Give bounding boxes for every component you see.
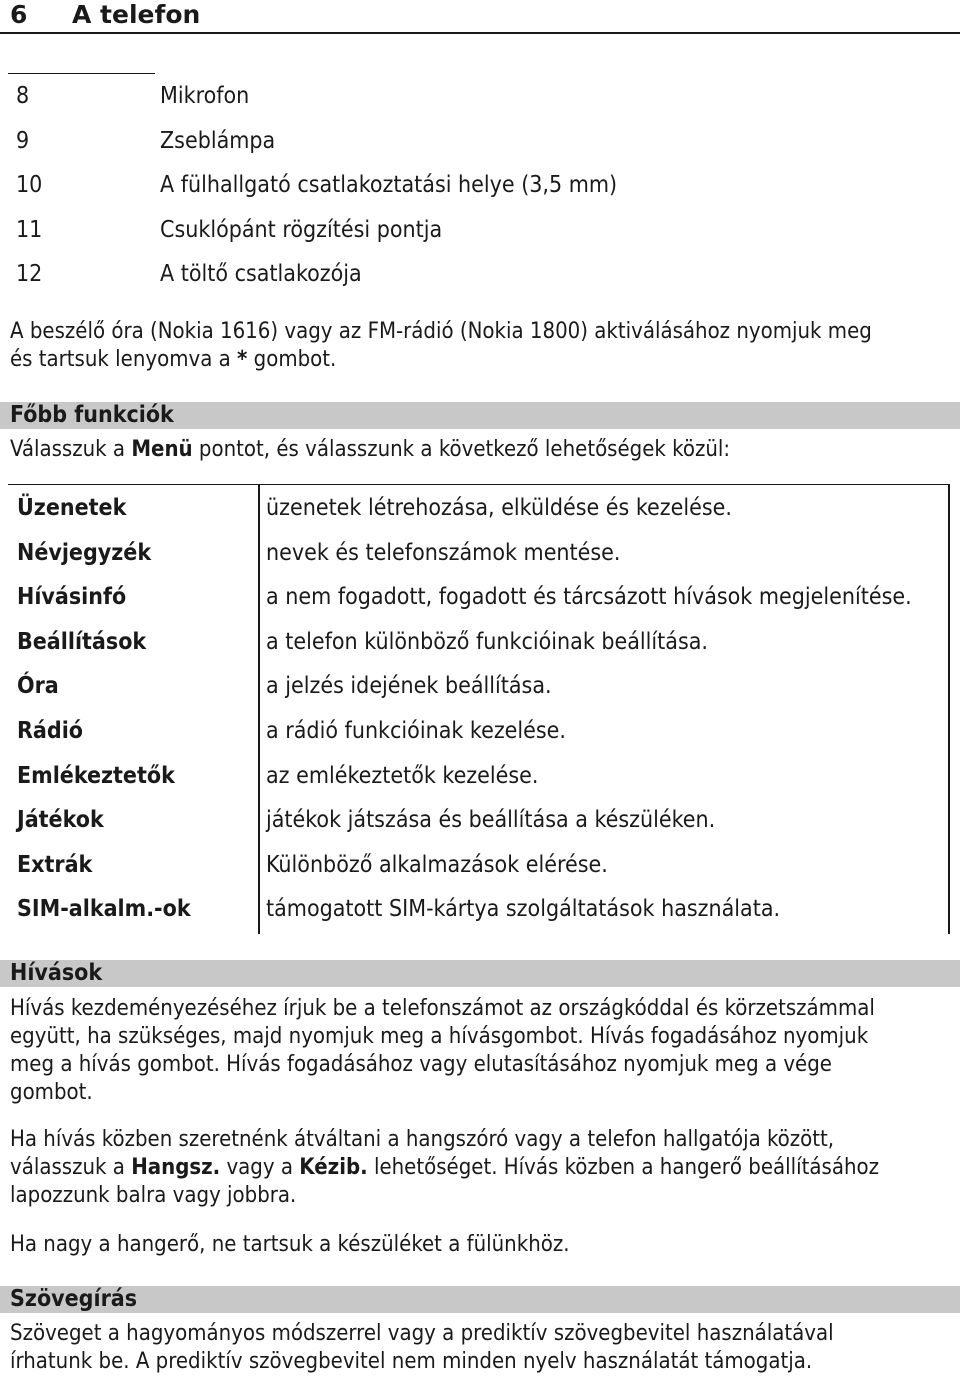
main-functions-lead (10, 436, 955, 464)
menu-description: a jelzés idejének beállítása. (266, 673, 552, 700)
intro-line-2 (10, 346, 955, 374)
menu-name: Névjegyzék (17, 539, 152, 566)
menu-description: játékok játszása és beállítása a készüléken. (266, 807, 716, 834)
calls-text: válasszuk a (10, 1155, 132, 1180)
handset-option: Kézib. (299, 1155, 368, 1180)
calls-text: vagy a (220, 1155, 300, 1180)
calls-paragraph-1 (10, 995, 955, 1107)
star-key: * (237, 347, 248, 372)
part-number: 10 (16, 172, 43, 198)
part-number: 12 (16, 261, 43, 287)
part-label: Csuklópánt rögzítési pontja (160, 216, 443, 243)
menu-row (8, 575, 950, 620)
section-heading-calls: Hívások (0, 960, 960, 987)
menu-description: a telefon különböző funkcióinak beállítása. (266, 628, 708, 655)
menu-row (8, 798, 950, 843)
part-number: 11 (16, 216, 43, 243)
intro-paragraph (10, 318, 955, 374)
calls-text: lehetőséget. Hívás közben a hangerő beállításához (367, 1155, 880, 1180)
speaker-option: Hangsz. (131, 1155, 221, 1180)
table-top-rule (8, 73, 155, 74)
menu-name: Játékok (17, 807, 104, 834)
menu-name: Üzenetek (17, 495, 127, 521)
text-entry-paragraph (10, 1320, 955, 1376)
menu-description: üzenetek létrehozása, elküldése és kezelése. (266, 495, 732, 521)
intro-text: gombot. (247, 347, 337, 372)
calls-line: együtt, ha szükséges, majd nyomjuk meg a hívásgombot. Hívás fogadásához nyomjuk (10, 1024, 869, 1049)
menu-description: támogatott SIM-kártya szolgáltatások használata. (266, 896, 781, 923)
menu-table-top-rule (8, 484, 950, 485)
section-heading-main-functions: Főbb funkciók (0, 402, 960, 429)
text-entry-line: írhatunk be. A prediktív szövegbevitel nem minden nyelv használatát támogatja. (10, 1349, 813, 1374)
menu-name: SIM-alkalm.-ok (17, 896, 191, 923)
part-number: 9 (16, 127, 30, 154)
menu-name: Rádió (17, 718, 84, 744)
menu-table (8, 484, 950, 934)
calls-line: Hívás kezdeményezéséhez írjuk be a telefonszámot az országkóddal és körzetszámmal (10, 996, 875, 1021)
menu-name: Beállítások (17, 628, 147, 655)
part-label: Zseblámpa (160, 127, 276, 154)
menu-description: a rádió funkcióinak kezelése. (266, 718, 566, 744)
menu-row (8, 531, 950, 576)
chapter-header (0, 0, 960, 34)
lead-text: pontot, és válasszunk a következő lehetőségek közül: (192, 437, 731, 462)
part-label: A töltő csatlakozója (160, 261, 362, 287)
menu-name: Óra (17, 673, 59, 700)
menu-row (8, 709, 950, 754)
menu-term: Menü (131, 437, 193, 462)
menu-description: az emlékeztetők kezelése. (266, 762, 539, 789)
menu-description: Különböző alkalmazások elérése. (266, 851, 608, 878)
menu-name: Emlékeztetők (17, 762, 175, 789)
menu-row (8, 887, 950, 932)
part-label: Mikrofon (160, 83, 250, 109)
chapter-title: A telefon (72, 0, 201, 29)
intro-text: és tartsuk lenyomva a (10, 347, 238, 372)
text-entry-line: Szöveget a hagyományos módszerrel vagy a prediktív szövegbevitel használatával (10, 1321, 834, 1346)
calls-line: lapozzunk balra vagy jobbra. (10, 1183, 297, 1208)
calls-line: Ha hívás közben szeretnénk átváltani a hangszóró vagy a telefon hallgatója között, (10, 1127, 835, 1152)
lead-text: Válasszuk a (10, 437, 132, 462)
menu-name: Hívásinfó (17, 584, 127, 611)
menu-description: nevek és telefonszámok mentése. (266, 539, 621, 566)
calls-line: meg a hívás gombot. Hívás fogadásához vagy elutasításához nyomjuk meg a vége (10, 1052, 832, 1077)
calls-line (10, 1154, 955, 1182)
intro-line-1: A beszélő óra (Nokia 1616) vagy az FM-rádió (Nokia 1800) aktiválásához nyomjuk meg (10, 319, 872, 344)
part-number: 8 (16, 83, 30, 109)
menu-description: a nem fogadott, fogadott és tárcsázott hívások megjelenítése. (266, 584, 912, 611)
part-label: A fülhallgató csatlakoztatási helye (3,5 mm) (160, 172, 618, 198)
chapter-number: 6 (10, 0, 28, 29)
menu-row (8, 754, 950, 799)
menu-row (8, 620, 950, 665)
menu-row (8, 843, 950, 888)
menu-row (8, 664, 950, 709)
calls-line: gombot. (10, 1080, 93, 1105)
menu-name: Extrák (17, 851, 93, 878)
calls-paragraph-3: Ha nagy a hangerő, ne tartsuk a készüléket a fülünkhöz. (10, 1232, 570, 1257)
calls-paragraph-2 (10, 1126, 955, 1210)
menu-row (8, 486, 950, 531)
section-heading-text-entry: Szövegírás (0, 1286, 960, 1313)
